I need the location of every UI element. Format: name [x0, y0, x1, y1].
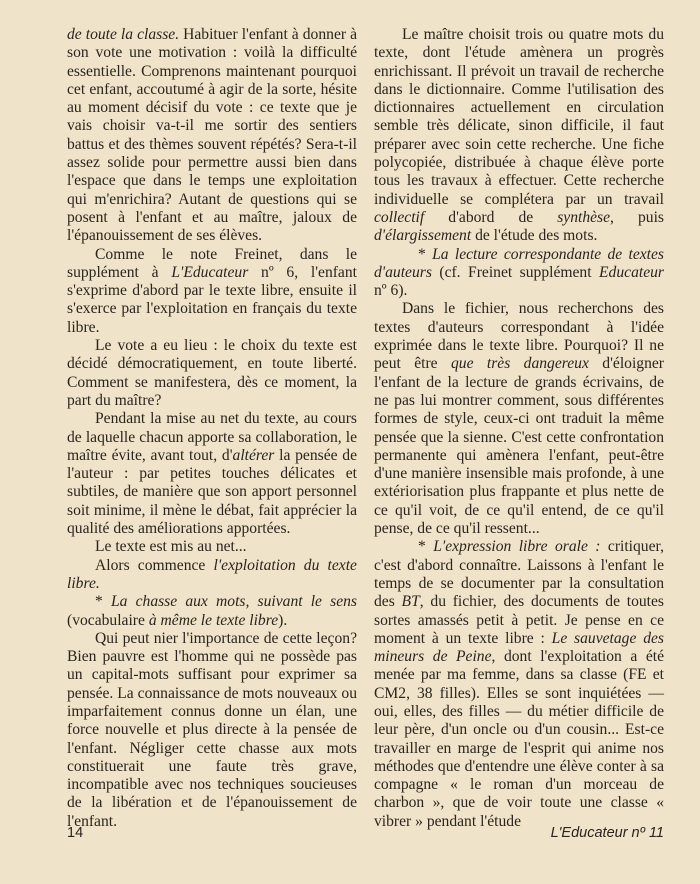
paragraph: Le texte est mis au net... — [95, 538, 247, 556]
running-title: L'Educateur nº 11 — [550, 825, 664, 841]
section-heading: * La lecture correspondante de textes d'auteurs (cf. Freinet supplément Educateur nº 6). — [374, 245, 665, 300]
paragraph: Comme le note Freinet, dans le supplément à L'Educateur nº 6, l'enfant s'exprime d'abord par le texte libre, ensuite il s'exerce par l'exploitation en français du texte libre. — [67, 245, 357, 336]
paragraph: Qui peut nier l'importance de cette leçon? Bien pauvre est l'homme qui ne possède pas un capital-mots suffisant pour exprimer sa pensée. La connaissance de mots nouveaux ou imparfaitement connus donne un élan, une force nouvelle et plus directe à la pensée de l'enfant. Négliger cette chasse aux mots constituerait une faute très grave, incompatible avec nos techniques soucieuses de la libération et de l'épanouissement de l'enfant. — [67, 629, 357, 830]
left-column — [67, 26, 357, 831]
paragraph: Alors commence l'exploitation du texte libre. — [67, 556, 357, 592]
section-heading: * L'expression libre orale : critiquer, c'est d'abord connaître. Laissons à l'enfant le temps de se documenter par la consultation des BT, du fichier, des documents de toutes sortes amassés petit à petit. Je pense en ce moment à un texte libre : Le sauvetage des mineurs de Peine, dont l'exploitation a été menée par ma femme, dans sa classe (FE et CM2, 38 filles). Elles se sont inquiétées — oui, elles, des filles — du métier difficile de leur père, d'un oncle ou d'un cousin... Est-ce travailler en marge de l'esprit qui anime nos méthodes que d'entendre une élève conter à sa compagne « le roman d'un morceau de charbon », que de voir toute une classe « vibrer » pendant l'étude — [374, 538, 664, 830]
paragraph: Le vote a eu lieu : le choix du texte est décidé démocratiquement, en toute liberté. Comment se manifestera, dès ce moment, la part du maître? — [67, 337, 357, 409]
paragraph: de toute la classe. Habituer l'enfant à donner à son vote une motivation : voilà la difficulté essentielle. Comprenons maintenant pourquoi cet enfant, accoutumé à agir de la sorte, hésite au moment décisif du vote : ce texte que je vais choisir va-t-il me sortir des sentiers battus et des thèmes souvent répétés? Sera-t-il assez solide pour permettre aussi bien dans l'espace que dans le temps une exploitation qui m'enrichira? Autant de questions qui se posent à l'enfant et au maître, jaloux de l'épanouissement de ses élèves. — [67, 26, 357, 245]
page-number: 14 — [67, 825, 84, 841]
paragraph: Dans le fichier, nous recherchons des textes d'auteurs correspondant à l'idée exprimée dans le texte libre. Pourquoi? Il ne peut être que très dangereux d'éloigner l'enfant de la lecture de grands écrivains, de ne pas lui montrer comment, sous différentes formes de style, ceux-ci ont traduit la même pensée que la sienne. C'est cette confrontation permanente qui amènera l'enfant, peut-être d'une manière insensible mais profonde, à une extériorisation plus frappante et plus nette de ce qu'il voit, de ce qu'il entend, de ce qu'il pense, de ce qu'il ressent... — [374, 300, 664, 538]
right-column — [374, 26, 664, 831]
paragraph: Pendant la mise au net du texte, au cours de laquelle chacun apporte sa collaboration, le maître évite, avant tout, d'altérer la pensée de l'auteur : par petites touches délicates et subtiles, de manière que son apport personnel soit minime, il mène le débat, fait apprécier la qualité des améliorations apportées. — [67, 410, 357, 538]
paragraph: Le maître choisit trois ou quatre mots du texte, dont l'étude amènera un progrès enrichissant. Il prévoit un travail de recherche dans le dictionnaire. Comme l'utilisation des dictionnaires actuellement en circulation semble très délicate, sinon difficile, il faut préparer avec soin cette recherche. Une fiche polycopiée, distribuée à chaque élève porte tous les travaux à effectuer. Cette recherche individuelle se complétera par un travail collectif d'abord de synthèse, puis d'élargissement de l'étude des mots. — [374, 26, 664, 245]
section-heading: * La chasse aux mots, suivant le sens (vocabulaire à même le texte libre). — [67, 593, 357, 629]
